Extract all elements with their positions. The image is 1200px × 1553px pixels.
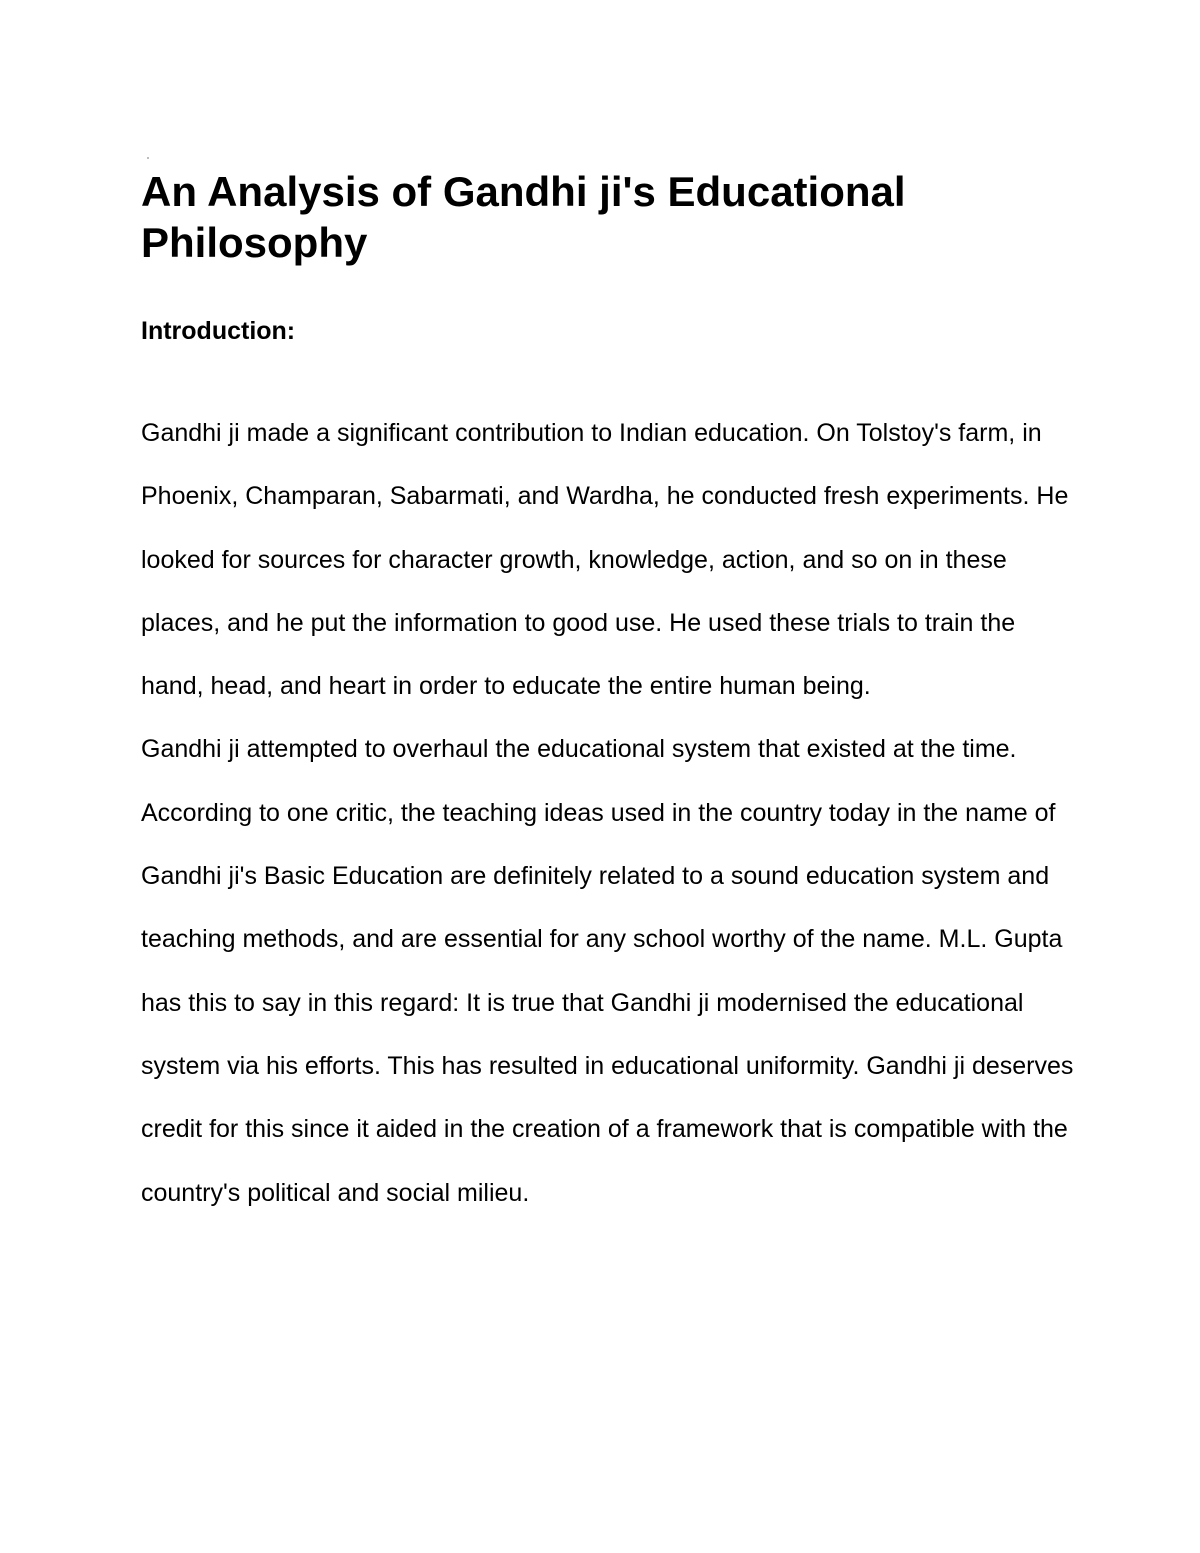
- stray-mark: [147, 157, 149, 159]
- section-heading: Introduction:: [141, 317, 296, 345]
- paragraph-2: Gandhi ji attempted to overhaul the educational system that existed at the time. According to one critic, the teaching ideas used in the country today in the name of Gandhi ji's Basic Education are definitely related to a sound education system and teaching methods, and are essential for any school worthy of the name. M.L. Gupta has this to say in this regard: It is true that Gandhi ji modernised the educational system via his efforts. This has resulted in educational uniformity. Gandhi ji deserves credit for this since it aided in the creation of a framework that is compatible with the country's political and social milieu.: [141, 735, 1074, 1207]
- document-body: [141, 402, 1081, 1225]
- paragraph-1: Gandhi ji made a significant contribution to Indian education. On Tolstoy's farm, in Phoenix, Champaran, Sabarmati, and Wardha, he conducted fresh experiments. He looked for sources for character growth, knowledge, action, and so on in these places, and he put the information to good use. He used these trials to train the hand, head, and heart in order to educate the entire human being.: [141, 419, 1069, 701]
- document-title: An Analysis of Gandhi ji's Educational Philosophy: [141, 168, 906, 266]
